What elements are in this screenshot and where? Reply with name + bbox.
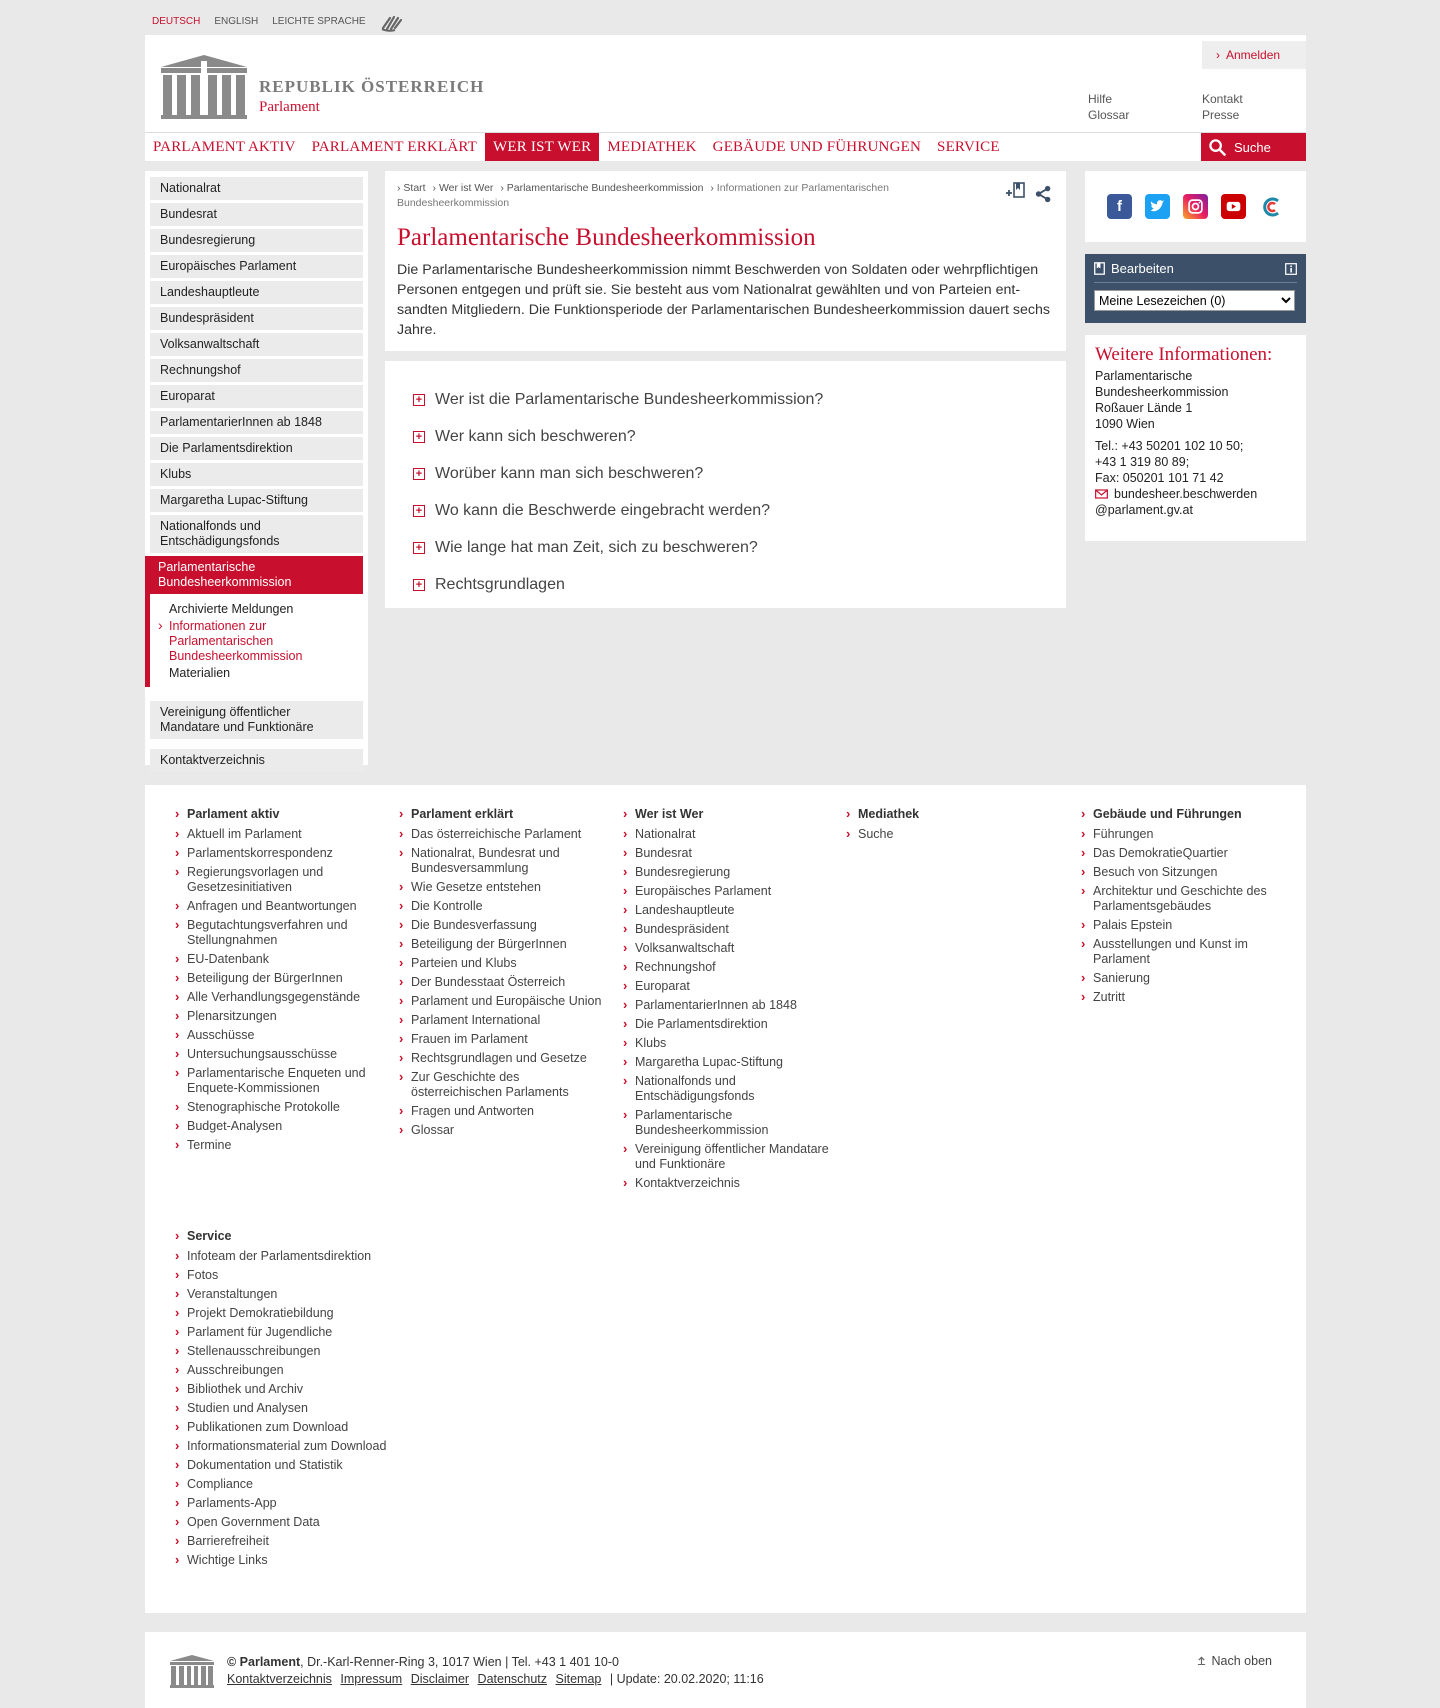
sitemap-link[interactable]: › Die Kontrolle bbox=[411, 899, 611, 914]
sitemap-link[interactable]: › Der Bundesstaat Österreich bbox=[411, 975, 611, 990]
sidebar-item[interactable]: Bundesregierung bbox=[150, 229, 363, 252]
breadcrumb-current: › Informationen zur Parlamentarischen Bundesheerkommission bbox=[397, 182, 889, 209]
sitemap-link[interactable]: › Rechnungshof bbox=[635, 960, 835, 975]
sitemap-link[interactable]: › Rechtsgrundlagen und Gesetze bbox=[411, 1051, 611, 1066]
breadcrumb bbox=[397, 181, 957, 211]
nav-service[interactable]: SERVICE bbox=[937, 138, 1000, 155]
contact-link[interactable]: Kontakt bbox=[1202, 92, 1243, 106]
sidebar-item[interactable]: Volksanwaltschaft bbox=[150, 333, 363, 356]
nav-mediathek[interactable]: MEDIATHEK bbox=[607, 138, 697, 155]
sidebar-item[interactable]: Bundespräsident bbox=[150, 307, 363, 330]
sitemap-heading[interactable]: › Parlament aktiv bbox=[187, 807, 387, 821]
sitemap-link[interactable]: › Bibliothek und Archiv bbox=[187, 1382, 387, 1397]
nav-parlament-erklaert[interactable]: PARLAMENT ERKLÄRT bbox=[311, 138, 478, 155]
sitemap-link[interactable]: › Begutachtungsverfahren und Stellungnahmen bbox=[187, 918, 387, 948]
share-icon[interactable] bbox=[1034, 184, 1056, 206]
sitemap-link[interactable]: › Studien und Analysen bbox=[187, 1401, 387, 1416]
help-link[interactable]: Hilfe bbox=[1088, 92, 1113, 106]
epicenter-icon[interactable] bbox=[1259, 194, 1284, 219]
sitemap-link[interactable]: › Das DemokratieQuartier bbox=[1093, 846, 1293, 861]
twitter-icon[interactable] bbox=[1145, 194, 1170, 219]
info-icon[interactable] bbox=[1285, 263, 1297, 275]
bookmarks-select[interactable] bbox=[1094, 290, 1295, 311]
sitemap-column bbox=[187, 1229, 387, 1572]
parliament-logo[interactable] bbox=[159, 53, 484, 119]
sitemap-link[interactable]: › Untersuchungsausschüsse bbox=[187, 1047, 387, 1062]
sitemap-heading[interactable]: › Parlament erklärt bbox=[411, 807, 611, 821]
sign-language-icon[interactable] bbox=[380, 10, 406, 32]
login-button[interactable]: › Anmelden bbox=[1202, 41, 1306, 69]
sitemap-heading[interactable]: › Gebäude und Führungen bbox=[1093, 807, 1293, 821]
sitemap-link[interactable]: › Parlamentarische Enqueten und Enquete-Kommissionen bbox=[187, 1066, 387, 1096]
expand-plus-icon: + bbox=[413, 542, 425, 554]
sitemap-link[interactable]: › Projekt Demokratiebildung bbox=[187, 1306, 387, 1321]
nav-wer-ist-wer[interactable]: WER IST WER bbox=[485, 133, 599, 161]
sitemap-heading[interactable]: › Mediathek bbox=[858, 807, 1058, 821]
sitemap-link[interactable]: › Parteien und Klubs bbox=[411, 956, 611, 971]
arrow-up-icon bbox=[1197, 1656, 1206, 1665]
utility-links-left bbox=[1088, 91, 1129, 123]
sitemap-link[interactable]: › Beteiligung der BürgerInnen bbox=[187, 971, 387, 986]
sidebar-item[interactable]: ParlamentarierInnen ab 1848 bbox=[150, 411, 363, 434]
breadcrumb-item[interactable]: › Start bbox=[397, 182, 426, 194]
site-header bbox=[145, 35, 1306, 161]
sitemap-link[interactable]: › Veranstaltungen bbox=[187, 1287, 387, 1302]
sitemap-link[interactable]: › Dokumentation und Statistik bbox=[187, 1458, 387, 1473]
sitemap-link[interactable]: › Frauen im Parlament bbox=[411, 1032, 611, 1047]
sidebar-item[interactable]: Vereinigung öffentlicher Mandatare und Funktionäre bbox=[150, 701, 363, 739]
footer-link-datenschutz[interactable]: Datenschutz bbox=[477, 1672, 548, 1686]
sitemap-link[interactable]: › Die Parlamentsdirektion bbox=[635, 1017, 835, 1032]
sidebar-subnav bbox=[145, 594, 363, 687]
address-line: Roßauer Lände 1 bbox=[1095, 401, 1193, 415]
breadcrumb-item[interactable]: › Parlamentarische Bundesheerkommission bbox=[500, 182, 703, 194]
intro-text: Die Parlamentarische Bundesheerkommission nimmt Beschwerden von Soldaten oder wehrpflichtigen Personen entgegen und prüft sie. Sie besteht aus vom Nationalrat gewählten und von Parteien entsandten Mitgliedern. Die Funktionsperiode der Parlamentarischen Bundesheerkommission dauert sechs Jahre. bbox=[397, 262, 1050, 338]
nav-parlament-aktiv[interactable]: PARLAMENT AKTIV bbox=[153, 138, 296, 155]
sitemap-link[interactable]: › Stenographische Protokolle bbox=[187, 1100, 387, 1115]
sitemap-link[interactable]: › Open Government Data bbox=[187, 1515, 387, 1530]
facebook-icon[interactable]: f bbox=[1107, 194, 1132, 219]
sitemap-link[interactable]: › Parlamentskorrespondenz bbox=[187, 846, 387, 861]
lang-english[interactable]: ENGLISH bbox=[214, 15, 259, 27]
sidebar-item[interactable]: Margaretha Lupac-Stiftung bbox=[150, 489, 363, 512]
sitemap-link[interactable]: › Europarat bbox=[635, 979, 835, 994]
sitemap-link[interactable]: › Zur Geschichte des österreichischen Parlaments bbox=[411, 1070, 611, 1100]
sitemap-link[interactable]: › Publikationen zum Download bbox=[187, 1420, 387, 1435]
address-line: 1090 Wien bbox=[1095, 417, 1155, 431]
edit-label[interactable]: Bearbeiten bbox=[1111, 261, 1174, 276]
sitemap-link[interactable]: › Besuch von Sitzungen bbox=[1093, 865, 1293, 880]
sitemap-link[interactable]: › Europäisches Parlament bbox=[635, 884, 835, 899]
sitemap-link[interactable]: › Ausschüsse bbox=[187, 1028, 387, 1043]
sitemap-link[interactable]: › Glossar bbox=[411, 1123, 611, 1138]
sitemap-link[interactable]: › Infoteam der Parlamentsdirektion bbox=[187, 1249, 387, 1264]
footer-address: , Dr.-Karl-Renner-Ring 3, 1017 Wien | Tel. +43 1 401 10-0 bbox=[300, 1655, 619, 1669]
sitemap-link[interactable]: › Beteiligung der BürgerInnen bbox=[411, 937, 611, 952]
content-header bbox=[385, 171, 1066, 351]
sitemap-link[interactable]: › EU-Datenbank bbox=[187, 952, 387, 967]
expand-plus-icon: + bbox=[413, 394, 425, 406]
mail-icon bbox=[1095, 489, 1108, 499]
youtube-icon[interactable] bbox=[1221, 194, 1246, 219]
sitemap-column bbox=[411, 807, 611, 1142]
sitemap-link[interactable]: › Parlaments-App bbox=[187, 1496, 387, 1511]
sidebar-item[interactable]: Europarat bbox=[150, 385, 363, 408]
footer-link-impressum[interactable]: Impressum bbox=[340, 1672, 403, 1686]
accordion-item[interactable]: + Worüber kann man sich beschweren? bbox=[413, 455, 1038, 492]
sitemap-link[interactable]: › Ausschreibungen bbox=[187, 1363, 387, 1378]
parliament-building-icon bbox=[159, 53, 249, 119]
press-link[interactable]: Presse bbox=[1202, 108, 1240, 122]
fax-line: Fax: 050201 101 71 42 bbox=[1095, 471, 1224, 485]
sidebar-item[interactable]: Kontaktverzeichnis bbox=[150, 749, 363, 772]
sidebar-item-active[interactable]: Parlamentarische Bundesheerkommission bbox=[145, 556, 363, 594]
sitemap-link[interactable]: › Fragen und Antworten bbox=[411, 1104, 611, 1119]
sidebar-item[interactable]: Nationalfonds und Entschädigungsfonds bbox=[150, 515, 363, 553]
sitemap-link[interactable]: › Termine bbox=[187, 1138, 387, 1153]
sitemap-link[interactable]: › Plenarsitzungen bbox=[187, 1009, 387, 1024]
sitemap-link[interactable]: › Compliance bbox=[187, 1477, 387, 1492]
footer-org: © Parlament bbox=[227, 1655, 301, 1669]
language-bar bbox=[152, 10, 406, 32]
sitemap-link[interactable]: › Wie Gesetze entstehen bbox=[411, 880, 611, 895]
sitemap-link[interactable]: › Aktuell im Parlament bbox=[187, 827, 387, 842]
sitemap-link[interactable]: › Kontaktverzeichnis bbox=[635, 1176, 835, 1191]
sitemap-link[interactable]: › Sanierung bbox=[1093, 971, 1293, 986]
logo-subtitle: Parlament bbox=[259, 99, 320, 115]
sitemap-heading[interactable]: › Wer ist Wer bbox=[635, 807, 835, 821]
sitemap-link[interactable]: › Parlamentarische Bundesheerkommission bbox=[635, 1108, 835, 1138]
sitemap-link[interactable]: › Ausstellungen und Kunst im Parlament bbox=[1093, 937, 1293, 967]
sitemap-link[interactable]: › Führungen bbox=[1093, 827, 1293, 842]
sitemap-link[interactable]: › Parlament International bbox=[411, 1013, 611, 1028]
address-line: Bundesheerkommission bbox=[1095, 385, 1229, 399]
sitemap-link[interactable]: › Parlament und Europäische Union bbox=[411, 994, 611, 1009]
sitemap-column bbox=[635, 807, 835, 1195]
chevron-right-icon: › bbox=[1216, 48, 1220, 62]
sitemap-link[interactable]: › ParlamentarierInnen ab 1848 bbox=[635, 998, 835, 1013]
sitemap-link[interactable]: › Nationalrat, Bundesrat und Bundesversammlung bbox=[411, 846, 611, 876]
sitemap-heading[interactable]: › Service bbox=[187, 1229, 387, 1243]
email-link-domain[interactable]: @parlament.gv.at bbox=[1095, 503, 1193, 517]
page-title: Parlamentarische Bundesheerkommission bbox=[397, 224, 816, 251]
glossary-link[interactable]: Glossar bbox=[1088, 108, 1130, 122]
breadcrumb-item[interactable]: › Wer ist Wer bbox=[433, 182, 494, 194]
instagram-icon[interactable] bbox=[1183, 194, 1208, 219]
sitemap-link[interactable]: › Volksanwaltschaft bbox=[635, 941, 835, 956]
expand-plus-icon: + bbox=[413, 505, 425, 517]
edit-panel bbox=[1085, 254, 1306, 323]
sitemap-link[interactable]: › Fotos bbox=[187, 1268, 387, 1283]
footer-link-kontaktverzeichnis[interactable]: Kontaktverzeichnis bbox=[227, 1672, 332, 1686]
sidebar-item[interactable]: Bundesrat bbox=[150, 203, 363, 226]
sitemap-link[interactable]: › Bundespräsident bbox=[635, 922, 835, 937]
footer-text bbox=[227, 1654, 764, 1688]
page-footer bbox=[145, 1632, 1306, 1708]
add-bookmark-icon[interactable] bbox=[1005, 181, 1027, 203]
sidebar-item[interactable]: Nationalrat bbox=[150, 177, 363, 200]
sidebar-item[interactable]: Europäisches Parlament bbox=[150, 255, 363, 278]
subnav-item[interactable]: Archivierte Meldungen bbox=[169, 602, 294, 616]
logo-title: REPUBLIK ÖSTERREICH bbox=[259, 77, 485, 96]
footer-sitemap bbox=[145, 785, 1306, 1613]
sitemap-link[interactable]: › Regierungsvorlagen und Gesetzesinitiativen bbox=[187, 865, 387, 895]
accordion-item[interactable]: + Wo kann die Beschwerde eingebracht werden? bbox=[413, 492, 1038, 529]
sitemap-link[interactable]: › Vereinigung öffentlicher Mandatare und Funktionäre bbox=[635, 1142, 835, 1172]
utility-links-right bbox=[1202, 91, 1243, 123]
accordion-item[interactable]: + Rechtsgrundlagen bbox=[413, 566, 1038, 603]
sitemap-link[interactable]: › Budget-Analysen bbox=[187, 1119, 387, 1134]
search-button[interactable]: Suche bbox=[1201, 133, 1306, 161]
faq-accordion bbox=[385, 361, 1066, 608]
accordion-item[interactable]: + Wer ist die Parlamentarische Bundesheerkommission? bbox=[413, 381, 1038, 418]
sitemap-link[interactable]: › Margaretha Lupac-Stiftung bbox=[635, 1055, 835, 1070]
sidebar-item[interactable]: Landeshauptleute bbox=[150, 281, 363, 304]
sitemap-link[interactable]: › Nationalfonds und Entschädigungsfonds bbox=[635, 1074, 835, 1104]
subnav-item-current[interactable]: › Informationen zur Parlamentarischen Bundesheerkommission bbox=[169, 619, 363, 664]
sitemap-column bbox=[858, 807, 1058, 846]
sitemap-link[interactable]: › Architektur und Geschichte des Parlamentsgebäudes bbox=[1093, 884, 1293, 914]
sitemap-link[interactable]: › Die Bundesverfassung bbox=[411, 918, 611, 933]
sitemap-link[interactable]: › Anfragen und Beantwortungen bbox=[187, 899, 387, 914]
sidebar-navigation bbox=[145, 171, 368, 765]
sitemap-link[interactable]: › Palais Epstein bbox=[1093, 918, 1293, 933]
sitemap-link[interactable]: › Klubs bbox=[635, 1036, 835, 1051]
sidebar-item[interactable]: Rechnungshof bbox=[150, 359, 363, 382]
expand-plus-icon: + bbox=[413, 431, 425, 443]
further-info-box bbox=[1085, 335, 1306, 541]
sitemap-column bbox=[187, 807, 387, 1157]
sitemap-link[interactable]: › Suche bbox=[858, 827, 1058, 842]
sidebar-item[interactable]: Die Parlamentsdirektion bbox=[150, 437, 363, 460]
parliament-building-icon bbox=[169, 1654, 215, 1688]
nav-gebaeude-fuehrungen[interactable]: GEBÄUDE UND FÜHRUNGEN bbox=[712, 138, 922, 155]
footer-update: | Update: 20.02.2020; 11:16 bbox=[609, 1672, 764, 1686]
sitemap-link[interactable]: › Bundesrat bbox=[635, 846, 835, 861]
search-icon bbox=[1209, 139, 1226, 156]
address-line: Parlamentarische bbox=[1095, 369, 1193, 383]
phone-line: Tel.: +43 50201 102 10 50; bbox=[1095, 439, 1244, 453]
footer-link-disclaimer[interactable]: Disclaimer bbox=[410, 1672, 470, 1686]
email-link[interactable]: bundesheer.beschwerden bbox=[1114, 487, 1258, 501]
lang-deutsch[interactable]: DEUTSCH bbox=[152, 15, 201, 27]
accordion-item[interactable]: + Wer kann sich beschweren? bbox=[413, 418, 1038, 455]
sitemap-link[interactable]: › Stellenausschreibungen bbox=[187, 1344, 387, 1359]
sitemap-link[interactable]: › Zutritt bbox=[1093, 990, 1293, 1005]
sitemap-link[interactable]: › Barrierefreiheit bbox=[187, 1534, 387, 1549]
phone-line: +43 1 319 80 89; bbox=[1095, 455, 1190, 469]
lang-leichte-sprache[interactable]: LEICHTE SPRACHE bbox=[272, 15, 366, 27]
main-navigation bbox=[145, 132, 1306, 161]
bookmark-document-icon bbox=[1094, 262, 1105, 275]
sitemap-link[interactable]: › Alle Verhandlungsgegenstände bbox=[187, 990, 387, 1005]
sitemap-link[interactable]: › Nationalrat bbox=[635, 827, 835, 842]
expand-plus-icon: + bbox=[413, 579, 425, 591]
social-media-box bbox=[1085, 171, 1306, 242]
accordion-item[interactable]: + Wie lange hat man Zeit, sich zu beschweren? bbox=[413, 529, 1038, 566]
sidebar-item[interactable]: Klubs bbox=[150, 463, 363, 486]
sitemap-column bbox=[1093, 807, 1293, 1009]
sitemap-link[interactable]: › Parlament für Jugendliche bbox=[187, 1325, 387, 1340]
footer-link-sitemap[interactable]: Sitemap bbox=[555, 1672, 602, 1686]
sitemap-link[interactable]: › Landeshauptleute bbox=[635, 903, 835, 918]
sitemap-link[interactable]: › Das österreichische Parlament bbox=[411, 827, 611, 842]
subnav-item[interactable]: Materialien bbox=[169, 666, 231, 680]
sitemap-link[interactable]: › Informationsmaterial zum Download bbox=[187, 1439, 387, 1454]
sitemap-link[interactable]: › Wichtige Links bbox=[187, 1553, 387, 1568]
back-to-top-link[interactable]: Nach oben bbox=[1197, 1654, 1272, 1668]
expand-plus-icon: + bbox=[413, 468, 425, 480]
further-info-title: Weitere Informationen: bbox=[1095, 344, 1273, 365]
sitemap-link[interactable]: › Bundesregierung bbox=[635, 865, 835, 880]
